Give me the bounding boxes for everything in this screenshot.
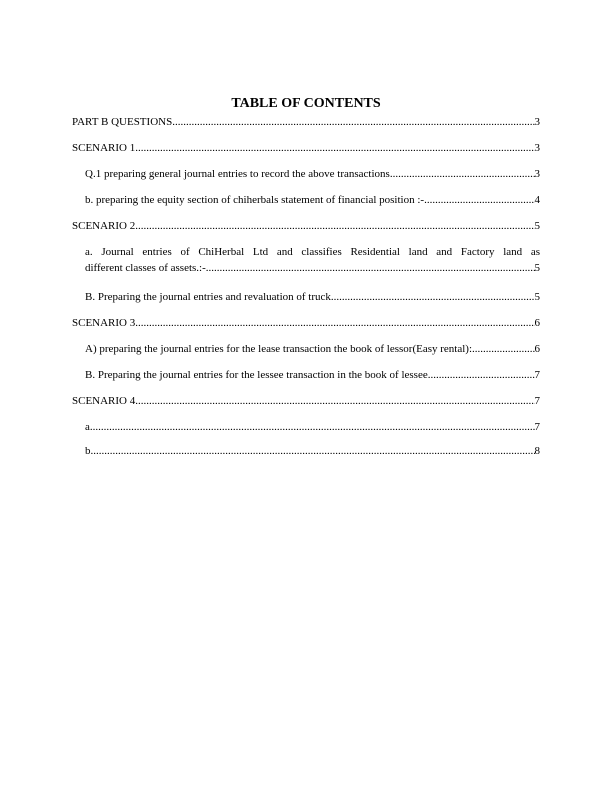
dot-leader bbox=[424, 192, 534, 208]
toc-title: TABLE OF CONTENTS bbox=[231, 96, 381, 111]
toc-entry-label-line2: different classes of assets.:- bbox=[85, 262, 206, 274]
dot-leader bbox=[135, 393, 534, 409]
toc-entry-label: b. preparing the equity section of chiherbals statement of financial position :- bbox=[85, 194, 425, 206]
toc-entry-label-line1: a. Journal entries of ChiHerbal Ltd and classifies Residential land and Factory land as bbox=[85, 246, 540, 258]
toc-entry-label: PART B QUESTIONS bbox=[72, 116, 173, 128]
toc-entry[interactable] bbox=[72, 315, 540, 331]
toc-entry-page: 8 bbox=[534, 445, 540, 457]
toc-entry[interactable] bbox=[85, 419, 540, 435]
dot-leader bbox=[172, 114, 534, 130]
dot-leader bbox=[135, 315, 534, 331]
toc-entry[interactable] bbox=[72, 114, 540, 130]
toc-entry[interactable] bbox=[85, 244, 540, 276]
toc-entry-label: SCENARIO 1 bbox=[72, 142, 136, 154]
toc-entry-page: 7 bbox=[534, 369, 540, 381]
toc-entry-label: A) preparing the journal entries for the lease transaction the book of lessor(Easy rental): bbox=[85, 343, 472, 355]
toc-entry[interactable] bbox=[85, 289, 540, 305]
dot-leader bbox=[93, 443, 534, 459]
dot-leader bbox=[472, 341, 535, 357]
toc-entry-label: SCENARIO 4 bbox=[72, 395, 136, 407]
dot-leader bbox=[93, 419, 535, 435]
toc-entry-page: 5 bbox=[534, 262, 540, 274]
toc-entry[interactable] bbox=[85, 341, 540, 357]
toc-entry-page: 3 bbox=[534, 168, 540, 180]
toc-entry[interactable] bbox=[85, 166, 540, 182]
dot-leader bbox=[135, 218, 534, 234]
toc-entry-label: SCENARIO 2 bbox=[72, 220, 136, 232]
dot-leader bbox=[430, 367, 534, 383]
toc-entry-page: 3 bbox=[534, 142, 540, 154]
toc-entry[interactable] bbox=[72, 140, 540, 156]
toc-entry-page: 5 bbox=[534, 291, 540, 303]
dot-leader bbox=[206, 260, 535, 276]
toc-entry[interactable] bbox=[85, 443, 540, 459]
toc-entry-page: 3 bbox=[534, 116, 540, 128]
toc-entry-label: Q.1 preparing general journal entries to record the above transactions. bbox=[85, 168, 393, 180]
toc-entry-page: 6 bbox=[534, 343, 540, 355]
toc-entry[interactable] bbox=[72, 218, 540, 234]
dot-leader bbox=[331, 289, 535, 305]
toc-entry-page: 7 bbox=[534, 421, 540, 433]
toc-entry[interactable] bbox=[85, 192, 540, 208]
toc-entry-label: b. bbox=[85, 445, 94, 457]
toc-entry[interactable] bbox=[72, 393, 540, 409]
dot-leader bbox=[393, 166, 535, 182]
toc-entry-label: B. Preparing the journal entries and revaluation of truck bbox=[85, 291, 331, 303]
toc-entry-page: 7 bbox=[534, 395, 540, 407]
toc-entry-page: 4 bbox=[534, 194, 540, 206]
toc-entry[interactable] bbox=[85, 367, 540, 383]
toc-entry-page: 6 bbox=[534, 317, 540, 329]
toc-entry-label: a. bbox=[85, 421, 93, 433]
dot-leader bbox=[135, 140, 534, 156]
toc-entry-label: B. Preparing the journal entries for the lessee transaction in the book of lessee. bbox=[85, 369, 431, 381]
toc-entry-page: 5 bbox=[534, 220, 540, 232]
toc-entry-label: SCENARIO 3 bbox=[72, 317, 136, 329]
